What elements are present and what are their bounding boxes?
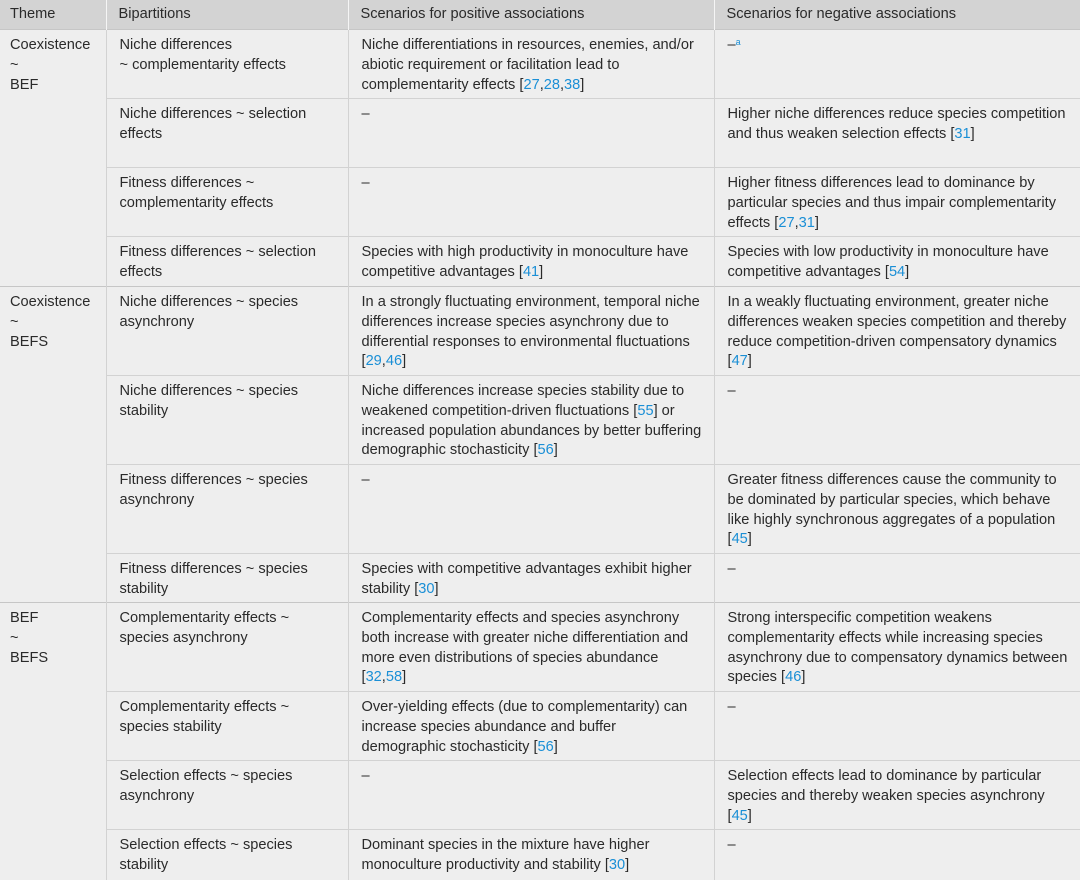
negative-text: Higher niche differences reduce species competition and thus weaken selection effects <box>727 106 1066 142</box>
citation-link[interactable]: 32 <box>365 669 382 686</box>
negative-cell: Greater fitness differences cause the community to be dominated by particular species, which behave like highly synchronous aggregates of a population [45] <box>714 465 1080 554</box>
positive-cell: – <box>348 99 714 168</box>
positive-text: Dominant species in the mixture have higher monoculture productivity and stability <box>361 837 650 873</box>
positive-cell: Niche differentiations in resources, enemies, and/or abiotic requirement or facilitation lead to complementarity effects [27,28,38] <box>348 30 714 99</box>
negative-cell: – <box>714 376 1080 465</box>
table-row <box>0 761 1080 830</box>
citation-link[interactable]: 45 <box>731 807 748 824</box>
bipartition-cell: Fitness differences ~ complementarity effects <box>106 168 348 237</box>
positive-text: Complementarity effects and species asynchrony both increase with greater niche differentiation and more even distributions of species abundance <box>361 610 689 666</box>
citation-link[interactable]: 30 <box>418 580 435 597</box>
positive-text: Over-yielding effects (due to complementarity) can increase species abundance and buffer demographic stochasticity <box>361 699 688 755</box>
header-theme: Theme <box>0 0 106 30</box>
header-negative-scenarios: Scenarios for negative associations <box>714 0 1080 30</box>
table-row <box>0 603 1080 692</box>
bipartition-cell: Niche differences ~ species stability <box>106 376 348 465</box>
bipartition-cell: Fitness differences ~ species stability <box>106 554 348 603</box>
citation-link[interactable]: 58 <box>385 669 403 686</box>
citation-link[interactable]: 54 <box>888 263 906 280</box>
bipartition-cell: Selection effects ~ species stability <box>106 830 348 880</box>
positive-cell: In a strongly fluctuating environment, temporal niche differences increase species asynchrony due to differential responses to environmental fluctuations [29,46] <box>348 287 714 376</box>
citation-link[interactable]: 27 <box>523 76 540 93</box>
table-row <box>0 99 1080 168</box>
citation-link[interactable]: 46 <box>385 353 403 370</box>
citation-link[interactable]: 31 <box>798 214 815 231</box>
table-header <box>0 0 1080 30</box>
header-positive-scenarios: Scenarios for positive associations <box>348 0 714 30</box>
table-row <box>0 237 1080 287</box>
positive-cell: Species with high productivity in monoculture have competitive advantages [41] <box>348 237 714 287</box>
citation-link[interactable]: 27 <box>778 214 795 231</box>
table-row <box>0 692 1080 761</box>
theme-cell: Coexistence ~ BEF <box>0 30 106 287</box>
citation-link[interactable]: 28 <box>543 76 560 93</box>
table-row <box>0 287 1080 376</box>
positive-cell: – <box>348 168 714 237</box>
positive-text-continued: or increased population abundances by better buffering demographic stochasticity <box>361 402 702 459</box>
positive-cell: – <box>348 465 714 554</box>
bipartition-cell: Niche differences ~ complementarity effects <box>106 30 348 99</box>
theme-cell: BEF ~ BEFS <box>0 603 106 880</box>
negative-text: – <box>727 37 736 53</box>
citation-link[interactable]: 41 <box>522 263 540 280</box>
citation-link[interactable]: 31 <box>954 125 971 142</box>
header-bipartitions: Bipartitions <box>106 0 348 30</box>
negative-text: Strong interspecific competition weakens complementarity effects while increasing species asynchrony due to compensatory dynamics between species <box>727 610 1068 686</box>
citation-link[interactable]: 55 <box>637 402 654 419</box>
positive-cell: Dominant species in the mixture have higher monoculture productivity and stability [30] <box>348 830 714 880</box>
citation-link[interactable]: 30 <box>608 856 626 873</box>
citation-link[interactable]: 56 <box>537 442 554 459</box>
positive-text: Niche differentiations in resources, enemies, and/or abiotic requirement or facilitation lead to complementarity effects <box>361 37 694 93</box>
negative-text: Higher fitness differences lead to dominance by particular species and thus impair complementarity effects <box>727 175 1057 231</box>
citation-link[interactable]: 38 <box>564 76 581 93</box>
negative-text: Greater fitness differences cause the community to be dominated by particular species, which behave like highly synchronous aggregates of a population <box>727 472 1057 528</box>
negative-cell: – <box>714 554 1080 603</box>
negative-cell: – <box>714 830 1080 880</box>
bipartition-cell: Fitness differences ~ species asynchrony <box>106 465 348 554</box>
bipartition-cell: Selection effects ~ species asynchrony <box>106 761 348 830</box>
negative-cell: Higher fitness differences lead to dominance by particular species and thus impair complementarity effects [27,31] <box>714 168 1080 237</box>
positive-text: In a strongly fluctuating environment, temporal niche differences increase species asynchrony due to differential responses to environmental fluctuations <box>361 294 700 350</box>
citation-link[interactable]: 56 <box>537 738 554 755</box>
negative-text: Species with low productivity in monoculture have competitive advantages <box>727 244 1049 280</box>
table-row <box>0 168 1080 237</box>
negative-cell: – <box>714 692 1080 761</box>
table-row <box>0 554 1080 603</box>
table-row <box>0 376 1080 465</box>
bipartition-cell: Fitness differences ~ selection effects <box>106 237 348 287</box>
table-row <box>0 30 1080 99</box>
bipartition-cell: Niche differences ~ selection effects <box>106 99 348 168</box>
negative-cell <box>714 30 1080 99</box>
bipartition-cell: Complementarity effects ~ species asynchrony <box>106 603 348 692</box>
positive-cell: Complementarity effects and species asynchrony both increase with greater niche differentiation and more even distributions of species abundance [32,58] <box>348 603 714 692</box>
table-row <box>0 830 1080 880</box>
bipartition-cell: Complementarity effects ~ species stability <box>106 692 348 761</box>
citation-link[interactable]: 45 <box>731 531 748 548</box>
negative-cell: In a weakly fluctuating environment, greater niche differences weaken species competition and thereby reduce competition-driven compensatory dynamics [47] <box>714 287 1080 376</box>
theme-cell: Coexistence ~ BEFS <box>0 287 106 603</box>
positive-text: Species with competitive advantages exhibit higher stability <box>361 561 692 597</box>
positive-cell: – <box>348 761 714 830</box>
header-row <box>0 0 1080 30</box>
positive-cell: Over-yielding effects (due to complementarity) can increase species abundance and buffer demographic stochasticity [56] <box>348 692 714 761</box>
negative-text: In a weakly fluctuating environment, greater niche differences weaken species competition and thereby reduce competition-driven compensatory dynamics <box>727 294 1067 350</box>
negative-cell: Strong interspecific competition weakens complementarity effects while increasing species asynchrony due to compensatory dynamics between species [46] <box>714 603 1080 692</box>
negative-cell: Selection effects lead to dominance by particular species and thereby weaken species asynchrony [45] <box>714 761 1080 830</box>
table-body <box>0 30 1080 880</box>
positive-cell: Species with competitive advantages exhibit higher stability [30] <box>348 554 714 603</box>
positive-text: Niche differences increase species stability due to weakened competition-driven fluctuations <box>361 383 685 419</box>
negative-text: Selection effects lead to dominance by particular species and thereby weaken species asynchrony <box>727 768 1045 804</box>
negative-cell: Species with low productivity in monoculture have competitive advantages [54] <box>714 237 1080 287</box>
footnote-marker[interactable]: a <box>735 37 741 47</box>
positive-text: Species with high productivity in monoculture have competitive advantages <box>361 244 689 280</box>
positive-cell: Niche differences increase species stability due to weakened competition-driven fluctuations [55] or increased population abundances by better buffering demographic stochasticity [56] <box>348 376 714 465</box>
citation-link[interactable]: 46 <box>785 669 802 686</box>
bipartition-cell: Niche differences ~ species asynchrony <box>106 287 348 376</box>
citation-link[interactable]: 29 <box>365 353 382 370</box>
negative-cell: Higher niche differences reduce species competition and thus weaken selection effects [31] <box>714 99 1080 168</box>
citation-link[interactable]: 47 <box>731 353 748 370</box>
table-row <box>0 465 1080 554</box>
